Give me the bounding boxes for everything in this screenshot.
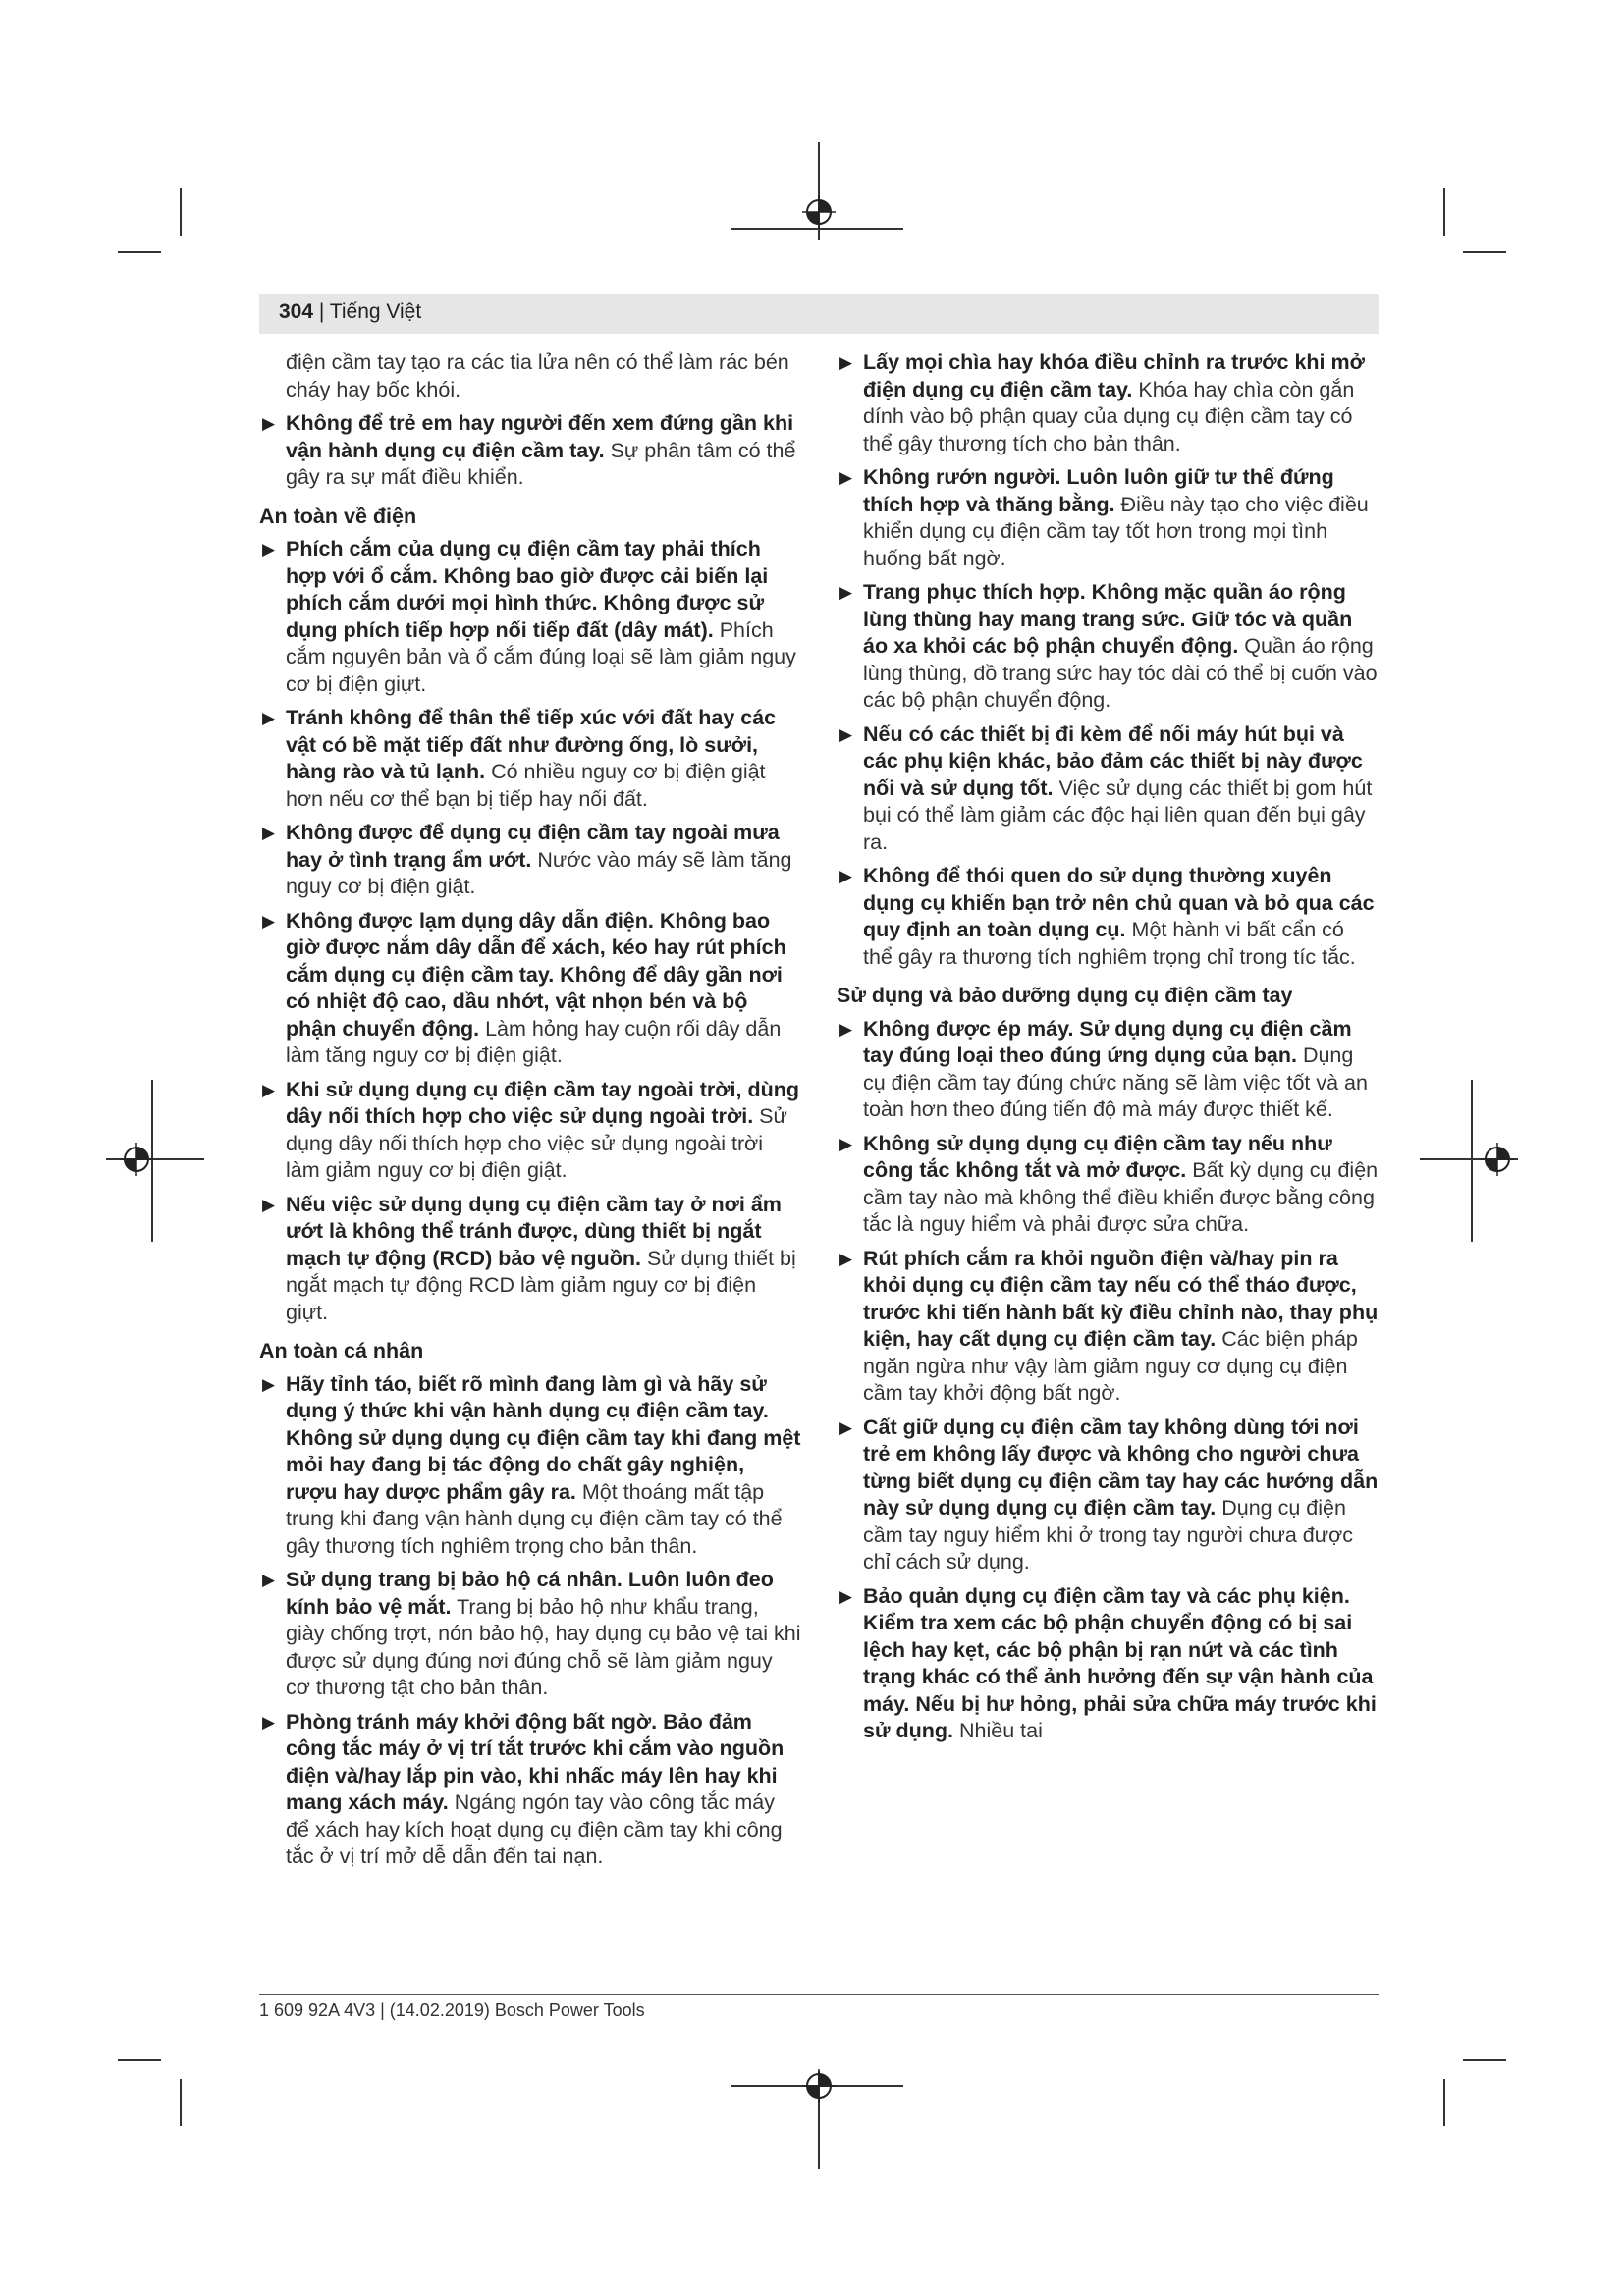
list-item: ▶ Không được để dụng cụ điện cầm tay ngoài mưa hay ở tình trạng ẩm ướt. Nước vào máy sẽ làm tăng nguy cơ bị điện giật. xyxy=(262,821,792,898)
list-item: ▶ Tránh không để thân thể tiếp xúc với đất hay các vật có bề mặt tiếp đất như đường ống, lò sưởi, hàng rào và tủ lạnh. Có nhiều nguy cơ bị điện giật hơn nếu cơ thể bạn bị tiếp hay nối đất. xyxy=(262,706,777,811)
bullet-arrow-icon: ▶ xyxy=(262,1712,276,1732)
bullet-arrow-icon: ▶ xyxy=(839,867,853,885)
crop-mark-bottom-right-v xyxy=(1443,2079,1445,2126)
section-title: Tiếng Việt xyxy=(329,300,422,323)
page-number: 304 xyxy=(279,300,314,323)
list-item: ▶ Hãy tỉnh táo, biết rõ mình đang làm gì và hãy sử dụng ý thức khi vận hành dụng cụ điện cầm tay. Không sử dụng dụng cụ điện cầm tay khi đang mệt mỏi hay đang bị tác động do chất gây nghiện, rượu hay dược phẩm gây ra. Một thoáng mất tập trung khi đang vận hành dụng cụ điện cầm tay có thể gây thương tích nghiêm trọng cho bản thân. xyxy=(262,1371,801,1558)
list-item: ▶ Không để trẻ em hay người đến xem đứng gần khi vận hành dụng cụ điện cầm tay. Sự phân tâm có thể gây ra sự mất điều khiển. xyxy=(262,411,796,489)
registration-target-icon xyxy=(802,195,836,229)
crop-mark-bottom-left-v xyxy=(180,2079,182,2126)
list-item: ▶ Nếu có các thiết bị đi kèm để nối máy hút bụi và các phụ kiện khác, bảo đảm các thiết bị này được nối và sử dụng tốt. Việc sử dụng các thiết bị gom hút bụi có thể làm giảm các độc hại liên quan đến bụi gây ra. xyxy=(839,721,1373,854)
bullet-arrow-icon: ▶ xyxy=(839,353,853,372)
registration-target-icon xyxy=(120,1143,153,1176)
crop-mark-top-right-h xyxy=(1463,251,1506,253)
bullet-arrow-icon: ▶ xyxy=(839,468,853,487)
list-item: ▶ Phòng tránh máy khởi động bất ngờ. Bảo đảm công tắc máy ở vị trí tắt trước khi cắm vào nguồn điện và/hay lắp pin vào, khi nhấc máy lên hay khi mang xách máy. Ngáng ngón tay vào công tắc máy để xách hay kích hoạt dụng cụ điện cầm tay khi công tắc ở vị trí mở dễ dẫn đến tai nạn. xyxy=(262,1709,785,1868)
continuation-text: điện cầm tay tạo ra các tia lửa nên có thể làm rác bén cháy hay bốc khói. xyxy=(286,350,789,401)
registration-target-icon xyxy=(1481,1143,1514,1176)
section-heading-electrical: An toàn về điện xyxy=(259,504,417,528)
bullet-arrow-icon: ▶ xyxy=(839,1019,853,1039)
list-item: ▶ Phích cắm của dụng cụ điện cầm tay phải thích hợp với ổ cắm. Không bao giờ được cải biến lại phích cắm dưới mọi hình thức. Không được sử dụng phích tiếp hợp nối tiếp đất (dây mát). Phích cắm nguyên bản và ổ cắm đúng loại sẽ làm giảm nguy cơ bị điện giựt. xyxy=(262,537,796,696)
bullet-arrow-icon: ▶ xyxy=(839,1586,853,1606)
list-item: ▶ Rút phích cắm ra khỏi nguồn điện và/hay pin ra khỏi dụng cụ điện cầm tay nếu có thể tháo được, trước khi tiến hành bất kỳ điều chỉnh nào, thay phụ kiện, hay cất dụng cụ điện cầm tay. Các biện pháp ngăn ngừa như vậy làm giảm nguy cơ dụng cụ điện cầm tay khởi động bất ngờ. xyxy=(839,1246,1379,1405)
crop-mark-bottom-right-h xyxy=(1463,2059,1506,2061)
right-column xyxy=(837,349,1379,1752)
crop-mark-top-left-v xyxy=(180,188,182,236)
list-item: ▶ Nếu việc sử dụng dụng cụ điện cầm tay ở nơi ẩm ướt là không thể tránh được, dùng thiết bị ngắt mạch tự động (RCD) bảo vệ nguồn. Sử dụng thiết bị ngắt mạch tự động RCD làm giảm nguy cơ bị điện giựt. xyxy=(262,1192,796,1324)
list-item: ▶ Khi sử dụng dụng cụ điện cầm tay ngoài trời, dùng dây nối thích hợp cho việc sử dụng ngoài trời. Sử dụng dây nối thích hợp cho việc sử dụng ngoài trời làm giảm nguy cơ bị điện giật. xyxy=(262,1077,799,1182)
registration-target-icon xyxy=(802,2069,836,2103)
bullet-arrow-icon: ▶ xyxy=(262,824,276,842)
bullet-arrow-icon: ▶ xyxy=(262,1571,276,1589)
page-header: 304 | Tiếng Việt xyxy=(279,300,422,323)
bullet-arrow-icon: ▶ xyxy=(262,540,276,559)
bullet-arrow-icon: ▶ xyxy=(262,1080,276,1099)
list-item: ▶ Bảo quản dụng cụ điện cầm tay và các phụ kiện. Kiểm tra xem các bộ phận chuyển động có bị sai lệch hay kẹt, các bộ phận bị rạn nứt và các tình trạng khác có thể ảnh hưởng đến sự vận hành của máy. Nếu bị hư hỏng, phải sửa chữa máy trước khi sử dụng. Nhiều tai xyxy=(839,1583,1377,1742)
list-item: ▶ Không rướn người. Luôn luôn giữ tư thế đứng thích hợp và thăng bằng. Điều này tạo cho việc điều khiển dụng cụ điện cầm tay tốt hơn trong mọi tình huống bất ngờ. xyxy=(839,465,1369,570)
list-item: ▶ Sử dụng trang bị bảo hộ cá nhân. Luôn luôn đeo kính bảo vệ mắt. Trang bị bảo hộ như khẩu trang, giày chống trợt, nón bảo hộ, hay dụng cụ bảo vệ tai khi được sử dụng đúng nơi đúng chỗ sẽ làm giảm nguy cơ thương tật cho bản thân. xyxy=(262,1568,801,1699)
crop-mark-bottom-left-h xyxy=(118,2059,161,2061)
left-column xyxy=(259,349,801,1878)
registration-stem-right xyxy=(1471,1080,1473,1242)
list-item: ▶ Không để thói quen do sử dụng thường xuyên dụng cụ khiến bạn trở nên chủ quan và bỏ qua các quy định an toàn dụng cụ. Một hành vi bất cẩn có thể gây ra thương tích nghiêm trọng chỉ trong tíc tắc. xyxy=(839,864,1375,969)
crop-mark-top-left-h xyxy=(118,251,161,253)
header-band xyxy=(259,294,1379,334)
bullet-arrow-icon: ▶ xyxy=(839,1417,853,1437)
bullet-arrow-icon: ▶ xyxy=(262,1374,276,1394)
bullet-arrow-icon: ▶ xyxy=(262,414,276,433)
bullet-arrow-icon: ▶ xyxy=(839,724,853,744)
section-heading-use-care: Sử dụng và bảo dưỡng dụng cụ điện cầm tay xyxy=(837,984,1293,1007)
list-item: ▶ Trang phục thích hợp. Không mặc quần áo rộng lùng thùng hay mang trang sức. Giữ tóc và quần áo xa khỏi các bộ phận chuyển động. Quần áo rộng lùng thùng, đồ trang sức hay tóc dài có thể bị cuốn vào các bộ phận chuyển động. xyxy=(839,580,1378,712)
list-item: ▶ Không được lạm dụng dây dẫn điện. Không bao giờ được nắm dây dẫn để xách, kéo hay rút phích cắm dụng cụ điện cầm tay. Không để dây gần nơi có nhiệt độ cao, dầu nhớt, vật nhọn bén và bộ phận chuyển động. Làm hỏng hay cuộn rối dây dẫn làm tăng nguy cơ bị điện giật. xyxy=(262,908,786,1067)
section-heading-personal: An toàn cá nhân xyxy=(259,1339,424,1362)
bullet-arrow-icon: ▶ xyxy=(839,1134,853,1153)
list-item: ▶ Lấy mọi chìa hay khóa điều chỉnh ra trước khi mở điện dụng cụ điện cầm tay. Khóa hay chìa còn gắn dính vào bộ phận quay của dụng cụ điện cầm tay có thể gây thương tích cho bản thân. xyxy=(839,350,1365,455)
bullet-arrow-icon: ▶ xyxy=(262,1195,276,1214)
bullet-arrow-icon: ▶ xyxy=(262,709,276,727)
list-item: ▶ Không được ép máy. Sử dụng dụng cụ điện cầm tay đúng loại theo đúng ứng dụng của bạn. Dụng cụ điện cầm tay đúng chức năng sẽ làm việc tốt và an toàn hơn theo đúng tiến độ mà máy được thiết kế. xyxy=(839,1016,1368,1121)
bullet-arrow-icon: ▶ xyxy=(839,583,853,602)
list-item: ▶ Không sử dụng dụng cụ điện cầm tay nếu như công tắc không tắt và mở được. Bất kỳ dụng cụ điện cầm tay nào mà không thể điều khiển được bằng công tắc là nguy hiểm và phải được sửa chữa. xyxy=(839,1131,1379,1236)
footer-text: 1 609 92A 4V3 | (14.02.2019) Bosch Power Tools xyxy=(259,2001,645,2020)
list-item: ▶ Cất giữ dụng cụ điện cầm tay không dùng tới nơi trẻ em không lấy được và không cho người chưa từng biết dụng cụ điện cầm tay hay các hướng dẫn này sử dụng dụng cụ điện cầm tay. Dụng cụ điện cầm tay nguy hiểm khi ở trong tay người chưa được chỉ cách sử dụng. xyxy=(839,1415,1379,1574)
bullet-arrow-icon: ▶ xyxy=(839,1249,853,1268)
crop-mark-top-right-v xyxy=(1443,188,1445,236)
footer-rule xyxy=(259,1994,1379,1995)
bullet-arrow-icon: ▶ xyxy=(262,911,276,931)
